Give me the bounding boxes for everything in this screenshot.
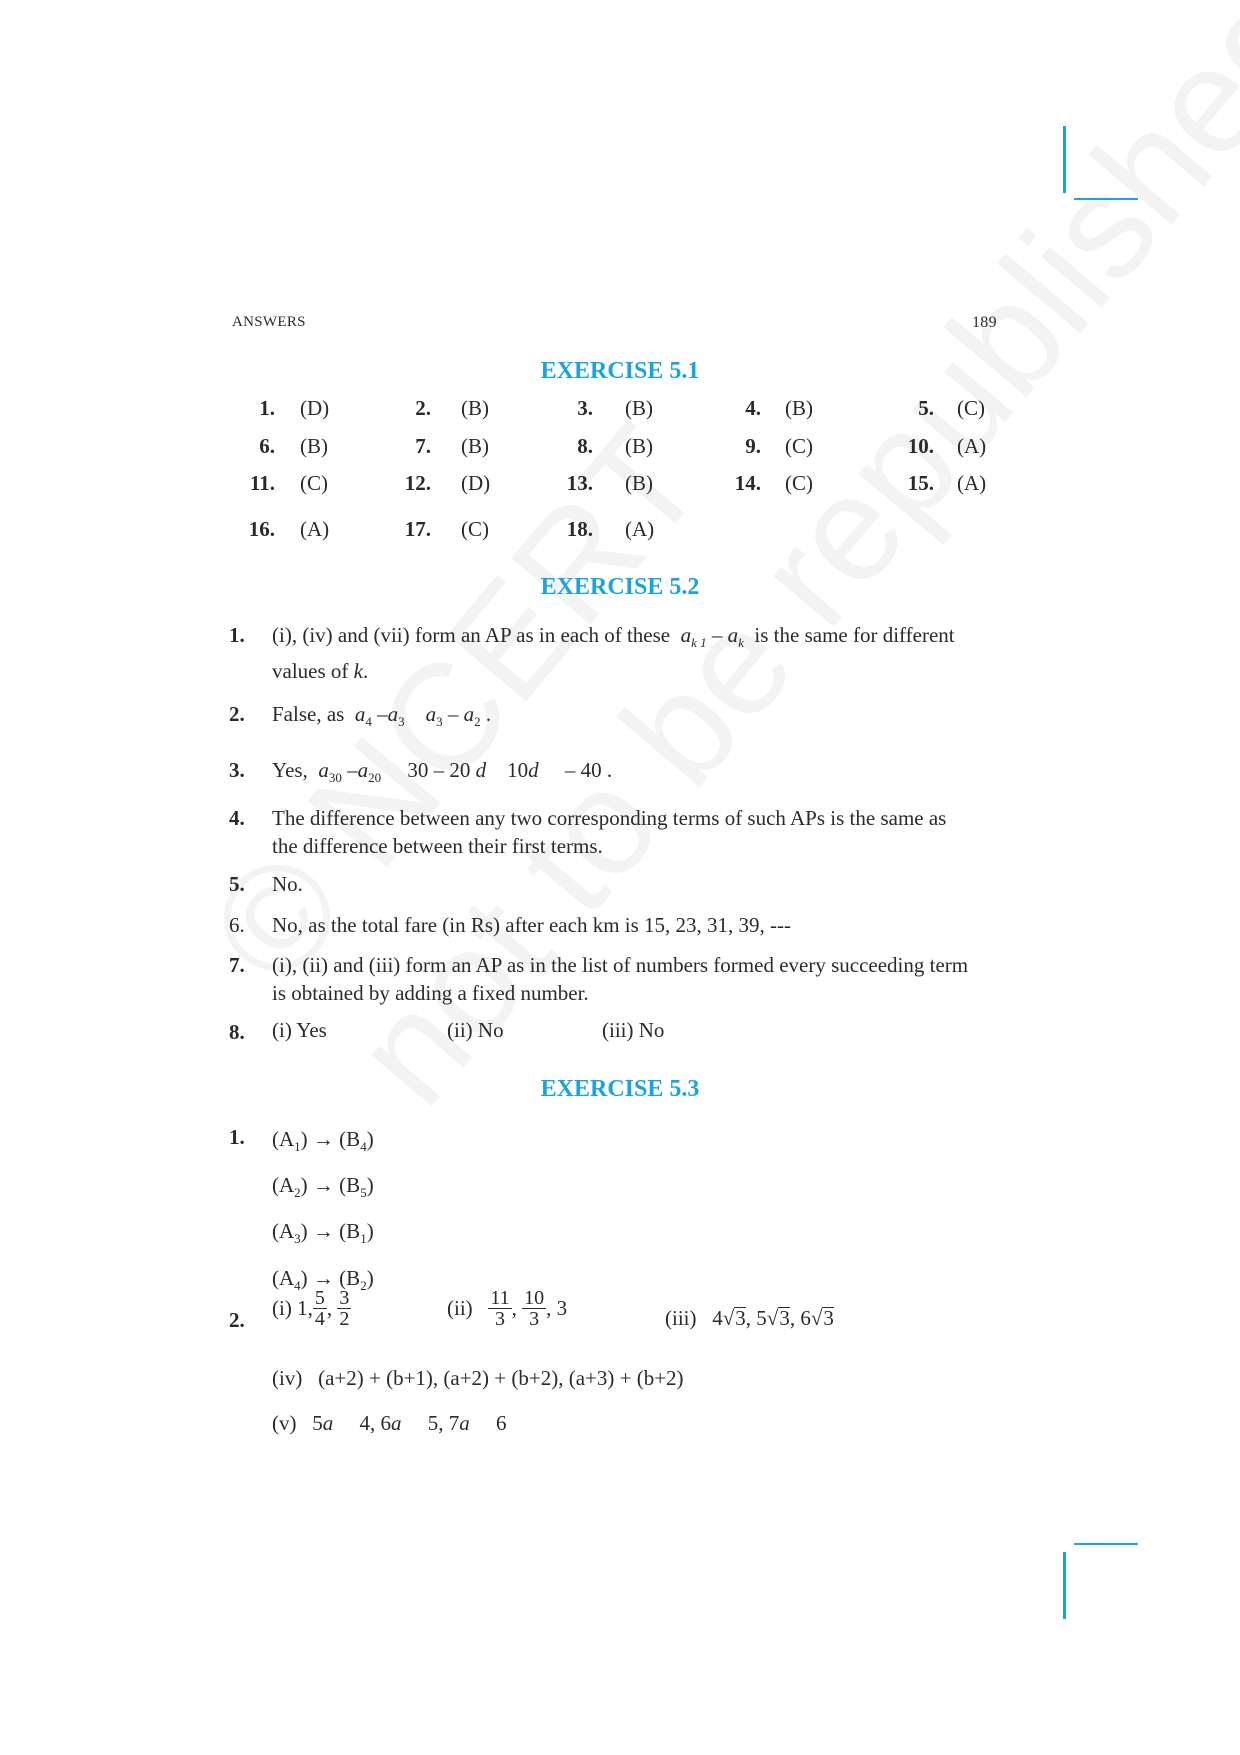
answer-choice: (C) [785,434,813,458]
matching-pair: $(A_3) \to (B_1)$ [272,1219,374,1247]
answer-number: 1. [259,396,275,420]
answer-5-2-7: (i), (ii) and (iii) form an AP as in the list of numbers formed every succeeding term is obtained by adding a fixed number. [272,953,969,1005]
answer-5-3-2-iv: (iv) (a+2) + (b+1), (a+2) + (b+2), (a+3) + (b+2) [272,1366,684,1390]
running-header: ANSWERS [232,314,306,330]
answer-choice: (D) [300,396,330,420]
answer-choice: (B) [625,471,653,495]
answer-number: 10. [907,434,934,458]
answer-number: 13. [566,471,593,495]
answer-number: 12. [404,471,431,495]
crop-mark-bottom-horizontal [1074,1543,1138,1545]
answer-choice: (B) [625,434,653,458]
page-number: 189 [972,314,997,331]
answer-choice: (C) [300,471,328,495]
answer-line: (i), (iv) and (vii) form an AP as in each of these $a_{k 1} - a_k$ is the same for different [272,623,955,651]
answer-choice: (B) [461,396,489,420]
answer-5-3-2-iii: (iii) 4√3, 5√3, 6√3 [665,1306,834,1330]
answer-number: 2. [415,396,431,420]
answer-5-2-8-i: (i) Yes [272,1018,327,1042]
answer-choice: (B) [785,396,813,420]
exercise-5-3-title: EXERCISE 5.3 [540,1076,700,1102]
crop-mark-top-horizontal [1074,198,1138,200]
answer-5-3-2-ii: (ii) $\frac{11}{3}$ , $\frac{10}{3}$ , 3 [447,1287,568,1330]
matching-pair: $(A_4) \to (B_2)$ [272,1265,374,1293]
watermark-line1 [170,0,1214,1021]
answer-choice: (B) [461,434,489,458]
question-number: 6. [229,913,245,937]
answer-number: 14. [734,471,761,495]
question-number: 8. [229,1020,245,1044]
answer-5-2-6: No, as the total fare (in Rs) after each km is 15, 23, 31, 39, --- [272,913,792,937]
answer-number: 5. [918,396,934,420]
answer-choice: (A) [625,517,655,541]
crop-mark-top-vertical [1063,126,1066,193]
answer-number: 8. [577,434,593,458]
exercise-5-1-title: EXERCISE 5.1 [540,358,700,384]
answer-number: 3. [577,396,593,420]
question-number: 1. [229,1125,245,1149]
answer-number: 7. [415,434,431,458]
answer-number: 15. [907,471,934,495]
question-number: 7. [229,953,245,977]
answer-choice: (A) [300,517,330,541]
matching-pair: $(A_1) \to (B_4)$ [272,1127,374,1155]
answer-choice: (A) [957,434,987,458]
answer-5-2-5: No. [272,872,303,896]
answer-choice: (B) [300,434,328,458]
answer-5-2-4: The difference between any two corresponding terms of such APs is the same as the difference between their first terms. [272,806,947,858]
answer-number: 9. [745,434,761,458]
answer-5-2-8-ii: (ii) No [447,1018,504,1042]
answer-5-3-2-v: (v) 5a 4, 6a 5, 7a 6 [272,1411,507,1435]
answer-5-2-2: False, as $a_4$ $-a_3$ $a_3 - a_2$ . [272,702,492,730]
answer-choice: (D) [461,471,491,495]
answer-5-2-8-iii: (iii) No [602,1018,665,1042]
answer-5-2-3: Yes, $a_{30}$ $-a_{20}$ 30 – 20 d 10d – 40 . [272,758,613,786]
exercise-5-2-title: EXERCISE 5.2 [540,574,700,600]
answer-number: 16. [248,517,275,541]
answer-choice: (C) [461,517,489,541]
answer-number: 11. [249,471,275,495]
answer-choice: (A) [957,471,987,495]
answer-number: 4. [745,396,761,420]
question-number: 5. [229,872,245,896]
question-number: 1. [229,623,245,647]
answer-number: 18. [566,517,593,541]
fraction: $\frac{5}{4}$ [314,1287,325,1330]
answer-number: 17. [404,517,431,541]
answer-choice: (C) [785,471,813,495]
question-number: 3. [229,758,245,782]
question-number: 2. [229,1308,245,1332]
answer-line: values of k. [272,659,369,684]
answer-5-2-1 [272,621,1012,685]
answer-5-3-2-i: (i) 1, $\frac{5}{4}$ , $\frac{3}{2}$ [272,1287,350,1330]
question-number: 2. [229,702,245,726]
answer-choice: (C) [957,396,985,420]
question-number: 4. [229,806,245,830]
fraction: $\frac{10}{3}$ [524,1287,545,1330]
answer-number: 6. [259,434,275,458]
matching-pairs [272,1120,374,1305]
matching-pair: $(A_2) \to (B_5)$ [272,1173,374,1201]
answer-choice: (B) [625,396,653,420]
crop-mark-bottom-vertical [1063,1552,1066,1619]
fraction: $\frac{3}{2}$ [339,1287,350,1330]
fraction: $\frac{11}{3}$ [490,1287,510,1330]
